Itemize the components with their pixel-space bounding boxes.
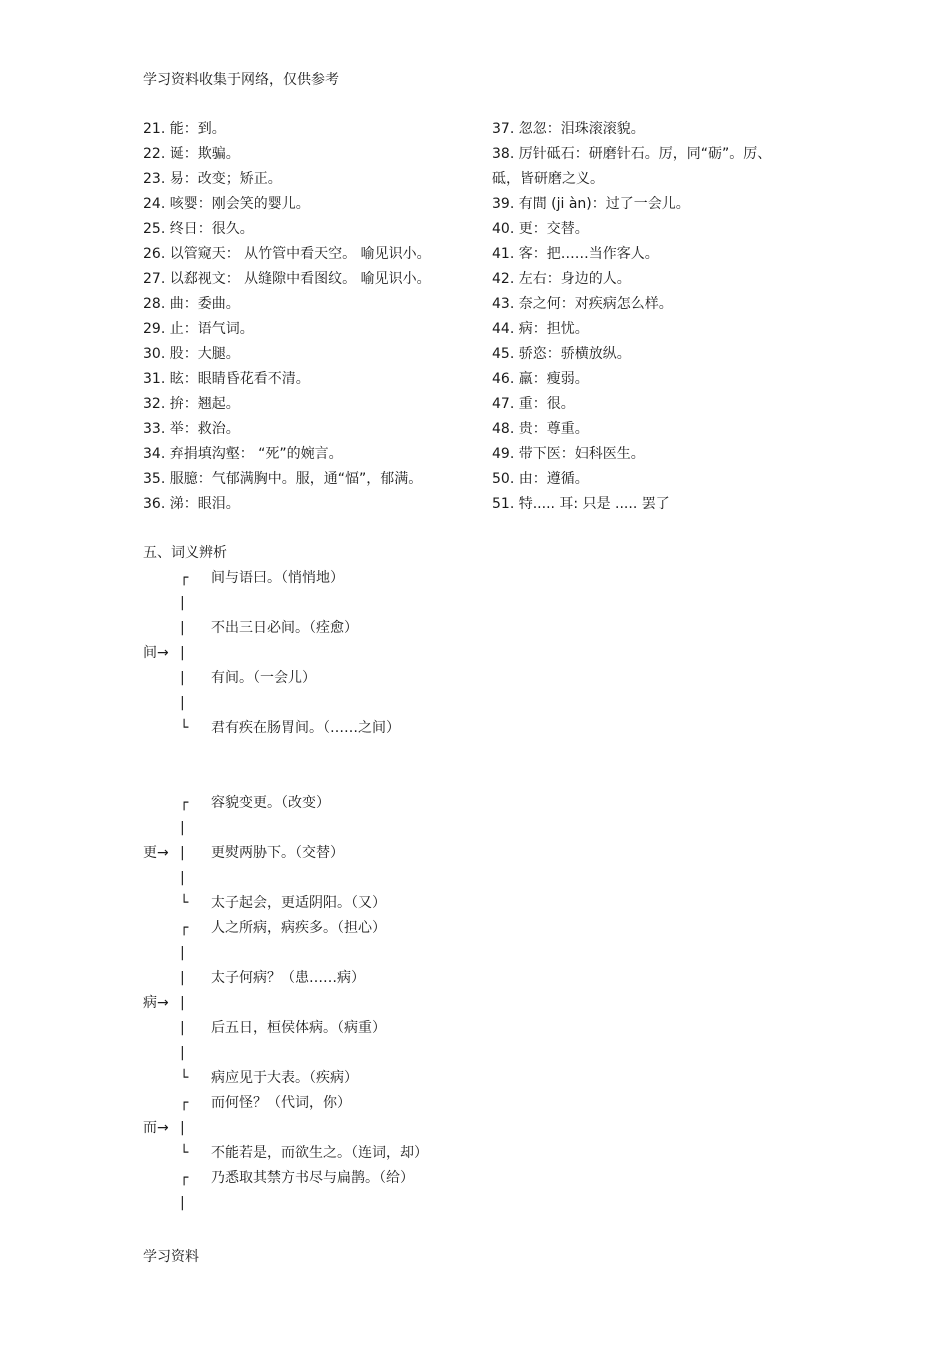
bracket-line: | [180,1120,185,1136]
list-item: 48. 贵：尊重。 [492,421,589,437]
definition-list-right [492,119,792,519]
bracket-bottom: └ [180,720,189,736]
list-item: 37. 忽忽：泪珠滚滚貌。 [492,121,645,137]
list-item: 27. 以郄视文： 从缝隙中看图纹。 喻见识小。 [143,271,431,287]
bracket-line: | [180,820,185,836]
usage-line: 容貌变更。（改变） [211,795,330,811]
list-item: 39. 有間 (ji àn)：过了一会儿。 [492,196,690,212]
usage-line: 有间。（一会儿） [211,670,316,686]
bracket-line: | [180,995,185,1011]
bracket-line: | [180,695,185,711]
list-item: 41. 客：把……当作客人。 [492,246,659,262]
list-item: 36. 涕：眼泪。 [143,496,240,512]
word-head: 更→ [143,845,169,861]
list-item: 40. 更：交替。 [492,221,589,237]
usage-line: 后五日，桓侯体病。（病重） [211,1020,386,1036]
list-item: 24. 咳婴：刚会笑的婴儿。 [143,196,310,212]
usage-line: 病应见于大表。（疾病） [211,1070,358,1086]
list-item: 32. 拚：翘起。 [143,396,240,412]
usage-line: 乃悉取其禁方书尽与扁鹊。（给） [211,1170,414,1186]
word-head: 而→ [143,1120,169,1136]
word-head: 间→ [143,645,169,661]
usage-line: 人之所病，病疾多。（担心） [211,920,386,936]
bracket-top: ┌ [180,1095,189,1111]
bracket-line: | [180,870,185,886]
bracket-line: | [180,970,185,986]
bracket-bottom: └ [180,1145,189,1161]
list-item: 47. 重：很。 [492,396,575,412]
bracket-top: ┌ [180,1170,189,1186]
list-item: 42. 左右：身边的人。 [492,271,631,287]
bracket-line: | [180,1195,185,1211]
bracket-top: ┌ [180,570,189,586]
bracket-top: ┌ [180,920,189,936]
list-item: 30. 股：大腿。 [143,346,240,362]
bracket-line: | [180,1020,185,1036]
list-item: 25. 终日：很久。 [143,221,254,237]
usage-line: 不能若是，而欲生之。（连词，却） [211,1145,428,1161]
list-item: 44. 病：担忧。 [492,321,589,337]
usage-line: 而何怪？（代词，你） [211,1095,351,1111]
bracket-line: | [180,645,185,661]
list-item: 46. 羸：瘦弱。 [492,371,589,387]
bracket-line: | [180,1045,185,1061]
usage-line: 太子何病？（患……病） [211,970,365,986]
usage-line: 更熨两胁下。（交替） [211,845,344,861]
bracket-line: | [180,945,185,961]
bracket-line: | [180,595,185,611]
bracket-line: | [180,620,185,636]
list-item: 31. 眩：眼睛昏花看不清。 [143,371,310,387]
list-item: 28. 曲：委曲。 [143,296,240,312]
bracket-line: | [180,670,185,686]
list-item: 33. 举：救治。 [143,421,240,437]
list-item: 22. 诞：欺骗。 [143,146,240,162]
list-item: 38. 厉针砥石：研磨针石。厉，同“砺”。厉、砥，皆研磨之义。 [492,146,772,187]
usage-line: 间与语曰。（悄悄地） [211,570,344,586]
section-title: 五、词义辨析 [143,545,227,561]
list-item: 49. 带下医：妇科医生。 [492,446,645,462]
list-item: 50. 由：遵循。 [492,471,589,487]
word-head: 病→ [143,995,169,1011]
list-item: 23. 易：改变；矫正。 [143,171,282,187]
page-header: 学习资料收集于网络，仅供参考 [143,72,339,88]
bracket-top: ┌ [180,795,189,811]
bracket-line: | [180,845,185,861]
page-footer: 学习资料 [143,1249,199,1265]
list-item: 51. 特..... 耳: 只是 ..... 罢了 [492,496,670,512]
usage-line: 太子起会，更适阴阳。（又） [211,895,386,911]
list-item: 29. 止：语气词。 [143,321,254,337]
list-item: 21. 能：到。 [143,121,226,137]
definition-list-left [143,119,453,519]
list-item: 34. 弃捐填沟壑： “死”的婉言。 [143,446,343,462]
list-item: 45. 骄恣：骄横放纵。 [492,346,631,362]
list-item: 35. 服臆：气郁满胸中。服，通“愊”，郁满。 [143,471,423,487]
usage-line: 君有疾在肠胃间。（……之间） [211,720,400,736]
list-item: 43. 奈之何：对疾病怎么样。 [492,296,673,312]
usage-line: 不出三日必间。（痊愈） [211,620,358,636]
bracket-bottom: └ [180,1070,189,1086]
bracket-bottom: └ [180,895,189,911]
list-item: 26. 以管窥天： 从竹管中看天空。 喻见识小。 [143,246,431,262]
